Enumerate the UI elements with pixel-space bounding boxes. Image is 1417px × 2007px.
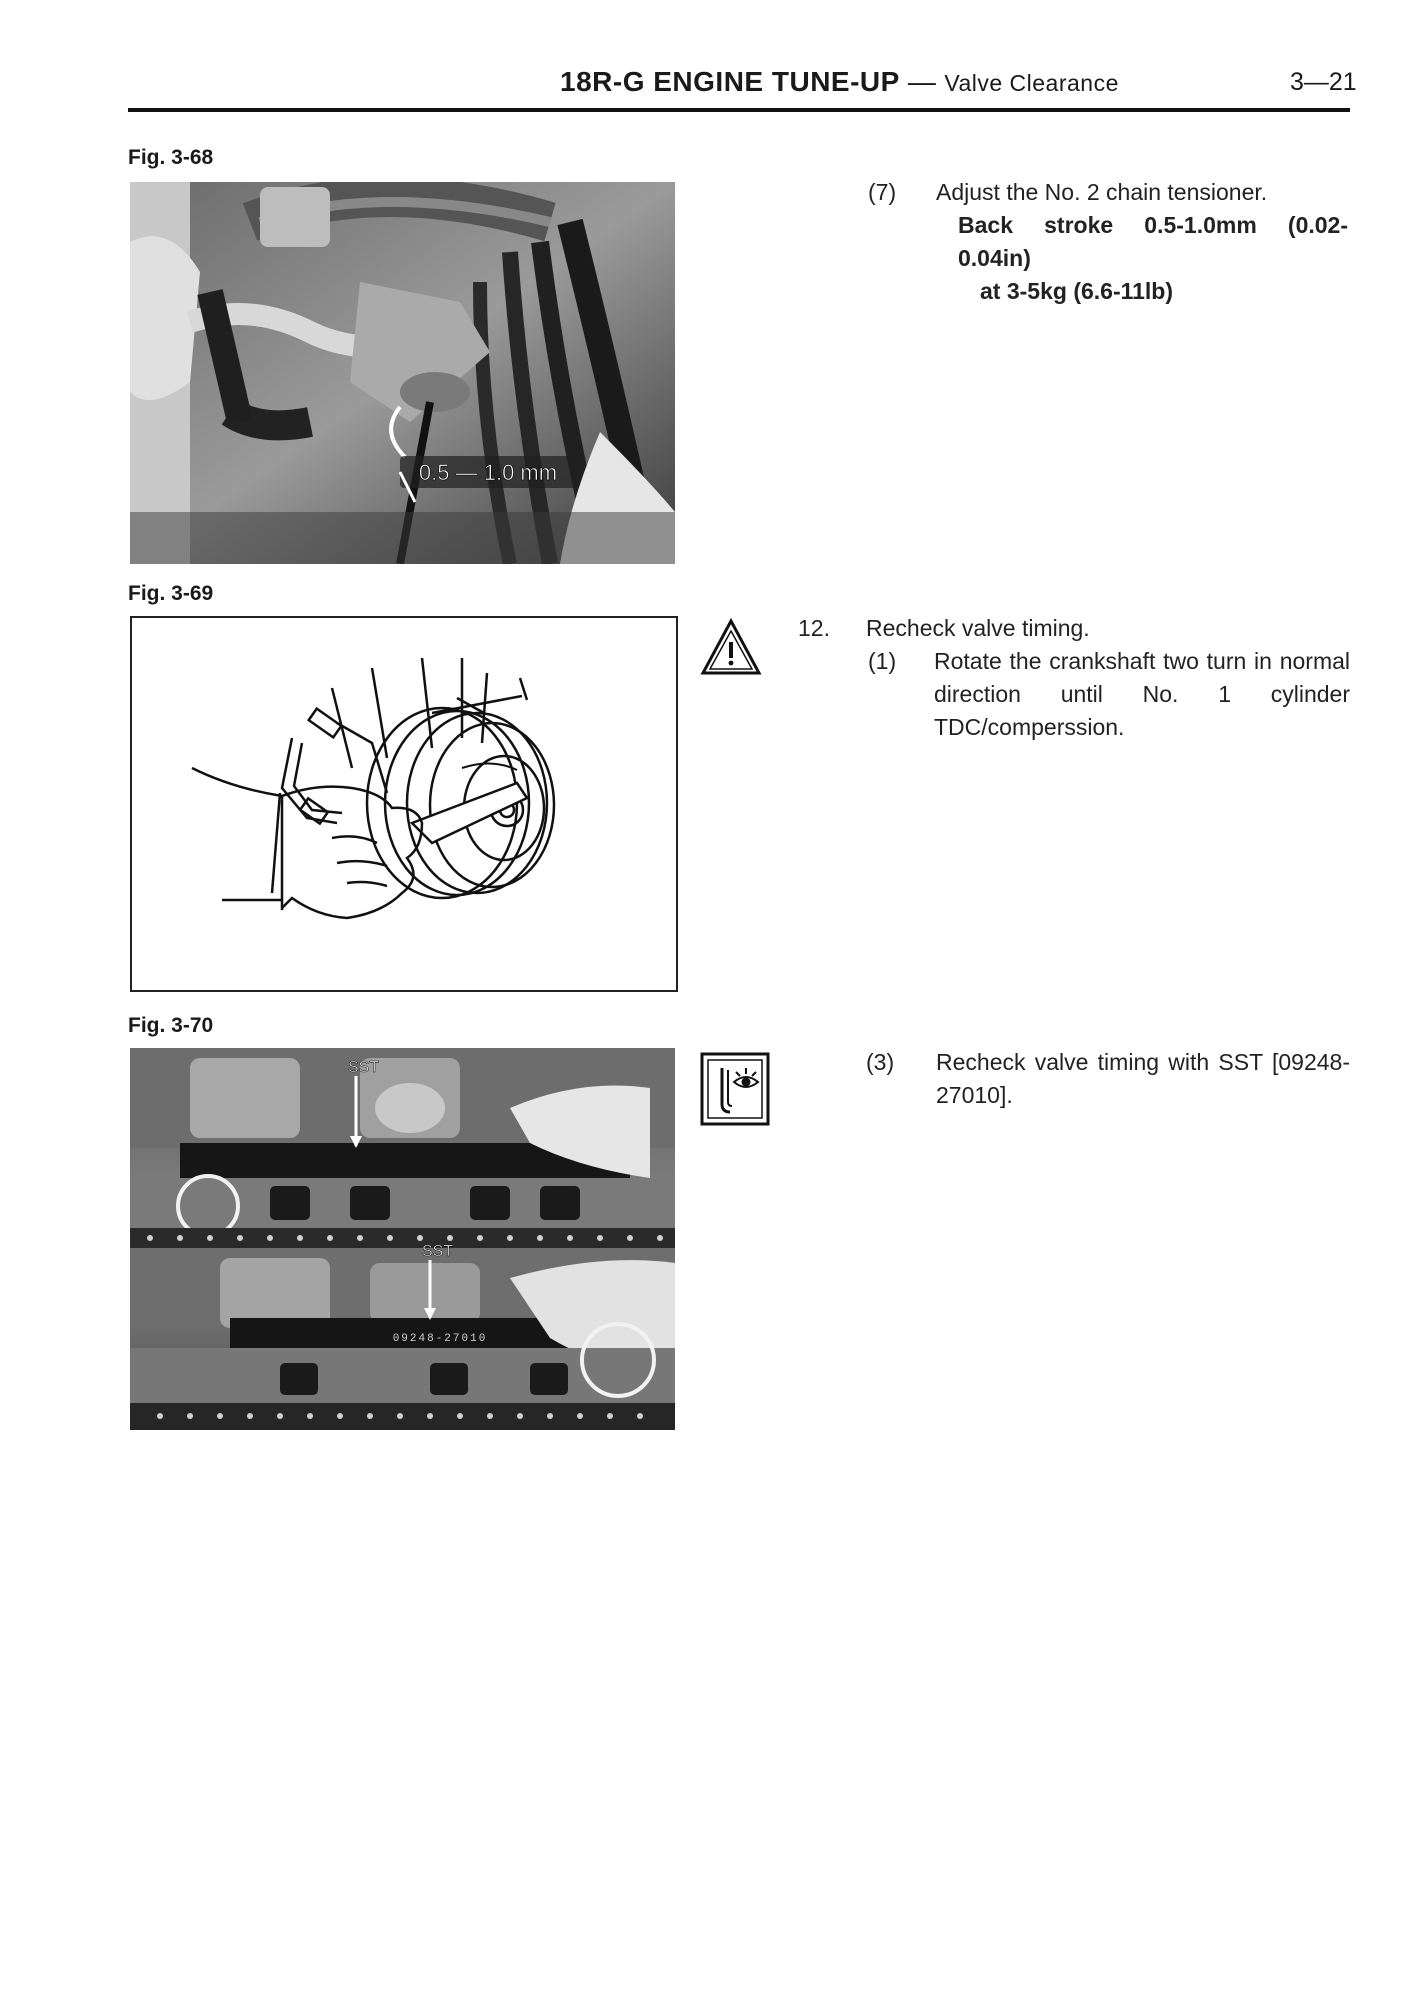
header-dash: — (907, 66, 937, 97)
step-3-block (866, 1046, 1350, 1118)
step-7-block (868, 176, 1348, 306)
fig-3-68-callout: 0.5 — 1.0 mm (418, 460, 558, 485)
step-12-text: Recheck valve timing. (866, 615, 1090, 641)
page-header-title (560, 66, 1119, 98)
step-3-number: (3) (866, 1049, 895, 1075)
warning-triangle-icon (700, 618, 762, 681)
fig-3-68-label: Fig. 3-68 (128, 146, 214, 169)
fig-3-69-label: Fig. 3-69 (128, 582, 214, 605)
fig-3-69-illustration (130, 616, 678, 992)
inspection-eye-icon (700, 1052, 770, 1131)
step-7-text: Adjust the No. 2 chain tensioner. (936, 179, 1268, 205)
step-7-spec-line1: Back stroke 0.5-1.0mm (0.02- (958, 212, 1348, 238)
fig-3-70-callout-bottom: SST (422, 1243, 454, 1260)
step-7-number: (7) (868, 179, 897, 205)
step-7-spec-line3: at 3-5kg (6.6-11lb) (980, 278, 1174, 304)
step-3-text: Recheck valve timing with SST [09248-27010]. (936, 1049, 1350, 1108)
step-12-number: 12. (798, 615, 830, 641)
fig-3-68-photo (130, 182, 675, 564)
header-title: 18R-G ENGINE TUNE-UP (560, 66, 900, 97)
step-12-sub-1-text: Rotate the crankshaft two turn in normal direction until No. 1 cylinder TDC/comperssion. (934, 648, 1350, 740)
fig-3-70-tool-marking: 09248-27010 (392, 1333, 488, 1345)
header-subtitle: Valve Clearance (944, 70, 1119, 96)
page-number: 3—21 (1290, 68, 1357, 96)
step-12-block (798, 612, 1350, 752)
fig-3-70-callout-top: SST (348, 1059, 380, 1076)
fig-3-70-photo (130, 1048, 675, 1430)
fig-3-70-label: Fig. 3-70 (128, 1014, 214, 1037)
step-12-sub-1-number: (1) (868, 648, 897, 674)
step-7-spec-line2: 0.04in) (958, 245, 1031, 271)
header-rule (128, 108, 1350, 112)
